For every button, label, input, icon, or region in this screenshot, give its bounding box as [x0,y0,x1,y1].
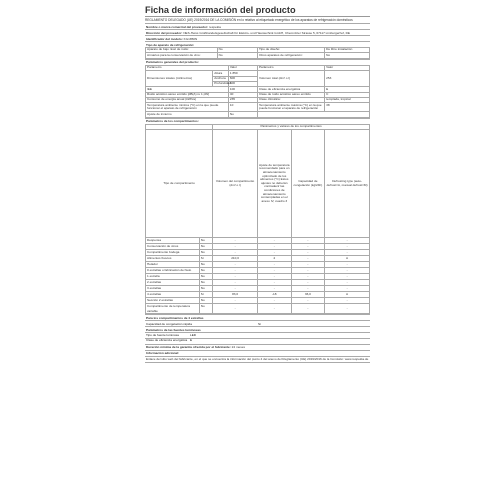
general-param: IEE [146,87,229,92]
additional-section-title: Información adicional: [145,350,370,356]
type-section-title: Tipo de aparato de refrigeración: [145,41,370,47]
compartment-row [146,303,370,313]
comp-present: No [199,285,212,291]
general-row [146,103,370,112]
fast-freeze-row [145,320,370,326]
light-type-label: Tipo de fuente luminosa [146,332,179,337]
comp-name: 1 estrella [146,274,200,280]
comp-defrost: - [325,274,370,280]
comp-capacity-header: Capacidad de congelación (kg/24h) [291,130,325,238]
value-header: Valor [325,65,370,70]
general-value: 235 [228,98,257,103]
comp-defrost: - [325,303,370,313]
comp-name: 4 estrellas [146,291,200,297]
general-value: 100 [228,87,257,92]
comp-temp: - [257,250,291,256]
light-section-title: Parámetros de las fuentes luminosas [145,326,370,332]
comp-present: No [199,297,212,303]
general-section-title: Parámetros generales del producto: [145,59,370,65]
comp-capacity: - [291,238,325,244]
comp-name: Despensa [146,238,200,244]
comp-volume: - [213,244,258,250]
comp-volume: - [213,279,258,285]
comp-temp: -18 [257,291,291,297]
comp-present: No [199,238,212,244]
general-param: Temperatura ambiente máxima (°C) en la que puede funcionar el aparato de refrigeración [257,103,324,112]
comp-temp: - [257,297,291,303]
comp-temp: - [257,274,291,280]
page-title: Ficha de información del producto [145,3,370,17]
type-table [145,47,370,59]
comp-present: No [199,303,212,313]
comp-volume: 210,0 [213,256,258,262]
model-identifier: Identificador del modelo: KG1850N [145,35,370,41]
comp-volume: - [213,268,258,274]
light-type-row [145,332,370,338]
supplier-name-label: Nombre o marca comercial del proveedor: respekta [145,23,370,29]
general-value: E [325,87,370,92]
comp-temp: 4 [257,256,291,262]
comp-present: No [199,274,212,280]
comp-temp: - [257,285,291,291]
type-value: No [325,53,370,58]
comp-temp: - [257,238,291,244]
comp-volume: - [213,285,258,291]
comp-volume: - [213,250,258,256]
anchura-value: 600 [228,76,257,81]
general-param: Ruido acústico aéreo emitido [dB(A) re 1 pW] [146,92,229,97]
general-value: 10 [228,103,257,112]
prof-value: 600 [228,81,257,86]
winter-label: Ajuste de invierno [146,112,229,117]
comp-defrost: - [325,285,370,291]
comp-temp: - [257,244,291,250]
comp-group-header: Parámetros y valores de los compartimentos [213,124,370,129]
fast-freeze-value: Sí [258,321,261,326]
comp-capacity: - [291,297,325,303]
comp-defrost: - [325,268,370,274]
winter-value: No [228,112,257,117]
additional-text: Enlace del sitio web del fabricante, en el que se encuentra la información del punto 4 del anexo del Reglamento (UE) 2019/2016 de la Comisión: www.respekta.de [146,357,369,362]
comp-capacity: 36,0 [291,291,325,297]
comp-volume-header: Volumen del compartimento (dm³ o l) [213,130,258,238]
comp-volume: - [213,274,258,280]
comp-name: Sección 2 estrellas [146,297,200,303]
type-value: No [217,53,257,58]
comp-capacity: - [291,303,325,313]
prof-label: Profundidad [214,81,231,86]
general-value: 38 [325,103,370,112]
general-param: Clase climática: [257,98,324,103]
comp-name: 3 estrellas [146,285,200,291]
comp-defrost: A [325,256,370,262]
compartment-table [145,124,370,314]
param-header: Parámetro [146,65,229,70]
altura-value: 1 850 [228,71,257,76]
comp-name: Alimentos frescos [146,256,200,262]
product-info-sheet [145,0,370,500]
light-type-value: LED [190,332,197,337]
light-class-label: Clase de eficiencia energética [146,338,188,343]
comp-defrost: - [325,250,370,256]
comp-temp-header: Ajuste de temperatura recomendado para un almacenamiento optimizado de los alimentos (°C) Estos ajustes no deberán contradecir las condiciones de almacenamiento contempladas en el anexo IV, cuadro 3 [257,130,291,238]
comp-present: Sí [199,256,212,262]
comp-present: No [199,244,212,250]
comp-temp: - [257,268,291,274]
altura-label: Altura [213,71,229,76]
comp-volume: - [213,238,258,244]
light-class-row [145,338,370,344]
comp-capacity: - [291,244,325,250]
comp-name: Compartimento de temperatura variable [146,303,200,313]
comp-defrost: - [325,262,370,268]
type-value: De libre instalación [325,48,370,53]
comp-defrost: - [325,297,370,303]
general-param: Clase de eficiencia energética [257,87,324,92]
type-param: Tipo de diseño: [257,48,324,53]
dims-label: Dimensiones totales (milímetros) [146,71,213,87]
warranty-row: Duración mínima de la garantía ofrecida por el fabricante: 24 meses [145,344,370,350]
general-param: Temperatura ambiente mínima (°C) en la que puede funcionar el aparato de refrigeración [146,103,229,112]
light-class-value: E [190,338,193,343]
param-header: Parámetro [257,65,324,70]
comp-name: 2 estrellas [146,279,200,285]
compartment-section-title: Parámetros de los compartimentos: [145,118,370,124]
supplier-address: Dirección del proveedor: NES-Heiss Großhandelsgesellschaft für Elektro- und Haustechnik GmbH, Chemnitzer Strasse 5, 67117 Limburgerhof, DE [145,29,370,35]
comp-capacity: - [291,274,325,280]
comp-volume: - [213,303,258,313]
general-param: Clase de ruido acústico aéreo emitido [257,92,324,97]
comp-capacity: - [291,279,325,285]
comp-defrost: - [325,279,370,285]
comp-type-header: Tipo de compartimento [146,130,213,238]
general-table [145,65,370,118]
comp-capacity: - [291,268,325,274]
comp-defrost: - [325,238,370,244]
comp-name: Conservación de vinos [146,244,200,250]
volume-value: 253 [325,71,370,87]
comp-name: 0 estrellas o fabricación de hielo [146,268,200,274]
general-value: templada, tropical [325,98,370,103]
regulation-text: REGLAMENTO DELEGADO (UE) 2019/2016 DE LA COMISIÓN en lo relativo al etiquetado energético de los aparatos de refrigeración domésticos [145,18,353,22]
comp-present: No [199,250,212,256]
comp-capacity: - [291,285,325,291]
volume-label: Volumen total (dm³ o l) [257,71,324,87]
comp-defrost-header: Defrosting type (auto-defrost=A, manual defrost=M) [325,130,370,238]
comp-temp: - [257,279,291,285]
general-value: 40 [228,92,257,97]
comp-present: No [199,268,212,274]
general-param: Consumo de energía anual (kWh/a) [146,98,229,103]
comp-volume: - [213,297,258,303]
comp-volume: 83,0 [213,291,258,297]
general-value: C [325,92,370,97]
type-param: Otros aparatos de refrigeración: [257,53,324,58]
value-header: Valor [228,65,257,70]
comp-present: No [199,262,212,268]
fast-freeze-label: Capacidad de congelación rápida [146,321,192,326]
comp-defrost: - [325,244,370,250]
four-star-section-title: Para los compartimentos de 4 estrellas [145,314,370,320]
type-value: No [217,48,257,53]
comp-present: Sí [199,291,212,297]
comp-capacity: - [291,256,325,262]
comp-name: Compartimento bodega [146,250,200,256]
comp-volume: - [213,262,258,268]
anchura-label: Anchura [213,76,229,81]
type-row [146,53,370,58]
comp-temp: - [257,303,291,313]
comp-present: No [199,279,212,285]
comp-name: Helador [146,262,200,268]
comp-capacity: - [291,262,325,268]
type-param: Aparato de bajo nivel de ruido: [146,48,218,53]
comp-defrost: A [325,291,370,297]
comp-temp: - [257,262,291,268]
comp-capacity: - [291,250,325,256]
type-param: Armarios para la conservación de vino: [146,53,218,58]
